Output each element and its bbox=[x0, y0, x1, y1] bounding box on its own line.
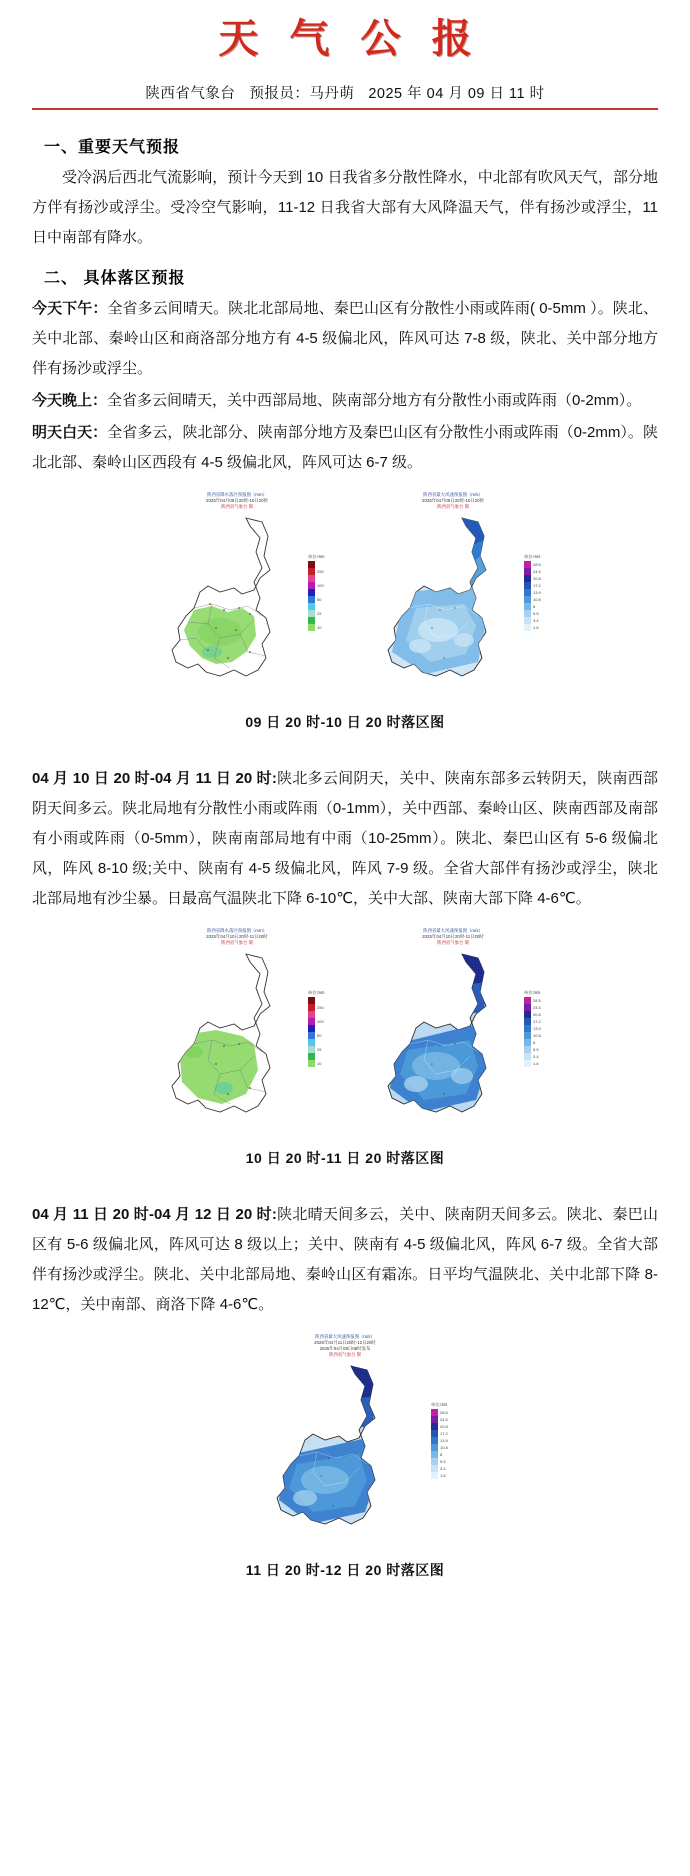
colorbar-label: 8 bbox=[440, 1452, 443, 1457]
colorbar-swatch bbox=[524, 617, 531, 624]
period-10-11-lead: 04 月 10 日 20 时-04 月 11 日 20 时: bbox=[32, 770, 277, 787]
byline bbox=[145, 86, 544, 102]
colorbar-label: 28.5 bbox=[533, 562, 541, 567]
map-row-09-10 bbox=[32, 492, 658, 702]
wind-map-panel-09-10 bbox=[348, 492, 558, 702]
colorbar-swatch bbox=[308, 1046, 315, 1053]
colorbar-label: 20.8 bbox=[533, 1012, 541, 1017]
colorbar-label: 8 bbox=[533, 1040, 536, 1045]
precip-colorbar-labels-09-10 bbox=[315, 561, 324, 631]
colorbar-swatch bbox=[431, 1416, 438, 1423]
map-row-11-12 bbox=[32, 1334, 658, 1550]
colorbar-label: 1.6 bbox=[533, 625, 539, 630]
colorbar-swatch bbox=[308, 610, 315, 617]
forecast-tonight bbox=[32, 386, 658, 416]
shaanxi-wind-map-11-12 bbox=[245, 1360, 445, 1550]
colorbar-label: 50 bbox=[317, 597, 322, 602]
colorbar-label bbox=[317, 603, 324, 610]
colorbar-label: 17.2 bbox=[440, 1431, 448, 1436]
issuer-name: 陕西省气象台 bbox=[145, 86, 236, 102]
colorbar-label: 100 bbox=[317, 1019, 324, 1024]
precip-map-body-09-10 bbox=[132, 512, 342, 702]
period-10-11-paragraph bbox=[32, 764, 658, 914]
colorbar-label: 10 bbox=[317, 1061, 322, 1066]
colorbar-swatch bbox=[308, 1032, 315, 1039]
colorbar-label: 24.5 bbox=[533, 569, 541, 574]
wind-map-issued-11-12: 2025年04月09日08时发布 bbox=[319, 1346, 371, 1351]
colorbar-swatch bbox=[524, 568, 531, 575]
colorbar-label: 24.5 bbox=[440, 1417, 448, 1422]
wind-colorbar-09-10 bbox=[524, 554, 554, 631]
colorbar-label: 17.2 bbox=[533, 1019, 541, 1024]
colorbar-label bbox=[317, 617, 324, 624]
colorbar-swatch bbox=[308, 1018, 315, 1025]
colorbar-swatch bbox=[524, 1004, 531, 1011]
colorbar-label bbox=[317, 589, 324, 596]
colorbar-label: 8 bbox=[533, 604, 536, 609]
colorbar-swatch bbox=[308, 1004, 315, 1011]
wind-map-body-09-10 bbox=[348, 512, 558, 702]
wind-map-title-11-12: 陕西省最大风速预报图（m/s） bbox=[315, 1334, 375, 1339]
precip-map-panel-10-11 bbox=[132, 928, 342, 1138]
map-row-10-11 bbox=[32, 928, 658, 1138]
wind-map-title-09-10: 陕西省最大风速预报图（m/s） bbox=[423, 492, 483, 497]
shaanxi-precip-map-09-10 bbox=[150, 512, 325, 702]
wind-map-header-11-12 bbox=[225, 1334, 465, 1358]
period-11-12-text: 陕北晴天间多云，关中、陕南阴天间多云。陕北、秦巴山区有 5-6 级偏北风，阵风可达 8 级以上；关中、陕南有 4-5 级偏北风，阵风 6-7 级。全省大部伴有扬沙或浮尘。陕北、关中北部局地、秦岭山区有霜冻。日平均气温陕北、关中北部下降 8-12℃，关中南部、商洛下降 4-6℃。 bbox=[32, 1206, 658, 1313]
colorbar-swatch bbox=[524, 1018, 531, 1025]
colorbar-swatch bbox=[308, 589, 315, 596]
colorbar-label: 5.5 bbox=[440, 1459, 446, 1464]
colorbar-swatch bbox=[308, 1025, 315, 1032]
colorbar-label: 100 bbox=[317, 583, 324, 588]
colorbar-swatch bbox=[431, 1451, 438, 1458]
wind-map-period-10-11: 2025年04月10日20时-11日20时 bbox=[422, 934, 484, 939]
colorbar-swatch bbox=[308, 603, 315, 610]
forecaster-label: 预报员：马丹萌 bbox=[249, 86, 355, 102]
precip-colorbar-labels-10-11 bbox=[315, 997, 324, 1067]
wind-map-source-09-10: 陕西省气象台 制 bbox=[437, 504, 469, 509]
colorbar-label: 50 bbox=[317, 1033, 322, 1038]
colorbar-label: 5.5 bbox=[533, 611, 539, 616]
colorbar-swatch bbox=[308, 1053, 315, 1060]
period-11-12-paragraph bbox=[32, 1200, 658, 1320]
colorbar-swatch bbox=[524, 1046, 531, 1053]
colorbar-swatch bbox=[308, 568, 315, 575]
precip-map-period-09-10: 2025年04月09日20时-10日20时 bbox=[206, 498, 268, 503]
colorbar-swatch bbox=[524, 610, 531, 617]
colorbar-label: 3.4 bbox=[533, 1054, 539, 1059]
colorbar-label bbox=[317, 1039, 324, 1046]
precip-map-body-10-11 bbox=[132, 948, 342, 1138]
colorbar-label: 13.9 bbox=[533, 590, 541, 595]
forecast-today-afternoon-text: 全省多云间晴天。陕北北部局地、秦巴山区有分散性小雨或阵雨( 0-5mm ）。陕北、关中北部、秦岭山区和商洛部分地方有 4-5 级偏北风，阵风可达 7-8 级，陕北、关中部分地方伴有扬沙或浮尘。 bbox=[32, 300, 658, 377]
figure-caption-10-11: 10 日 20 时-11 日 20 时落区图 bbox=[245, 1150, 445, 1166]
colorbar-label: 13.9 bbox=[533, 1026, 541, 1031]
colorbar-swatch bbox=[431, 1430, 438, 1437]
colorbar-swatch bbox=[524, 603, 531, 610]
colorbar-label bbox=[317, 1025, 324, 1032]
forecast-tonight-lead: 今天晚上： bbox=[32, 392, 108, 409]
colorbar-label bbox=[317, 1053, 324, 1060]
precip-map-title-09-10: 陕西省降水落区预报图（mm） bbox=[206, 492, 267, 497]
colorbar-swatch bbox=[524, 624, 531, 631]
colorbar-label bbox=[317, 997, 324, 1004]
wind-map-source-11-12: 陕西省气象台 制 bbox=[329, 1352, 361, 1357]
colorbar-label: 3.4 bbox=[440, 1466, 446, 1471]
wind-colorbar-10-11 bbox=[524, 990, 554, 1067]
byline-rule bbox=[32, 82, 658, 110]
wind-map-title-10-11: 陕西省最大风速预报图（m/s） bbox=[423, 928, 483, 933]
colorbar-swatch bbox=[524, 596, 531, 603]
section-heading-1: 一、重要天气预报 bbox=[44, 139, 181, 156]
colorbar-swatch bbox=[524, 582, 531, 589]
wind-map-body-11-12 bbox=[225, 1360, 465, 1550]
colorbar-swatch bbox=[431, 1423, 438, 1430]
colorbar-swatch bbox=[524, 561, 531, 568]
colorbar-swatch bbox=[524, 1032, 531, 1039]
colorbar-swatch bbox=[431, 1465, 438, 1472]
colorbar-label: 250 bbox=[317, 1005, 324, 1010]
precip-colorbar-10-11 bbox=[308, 990, 338, 1067]
period-11-12-lead: 04 月 11 日 20 时-04 月 12 日 20 时: bbox=[32, 1206, 277, 1223]
colorbar-swatch bbox=[308, 624, 315, 631]
masthead bbox=[0, 0, 690, 112]
colorbar-swatch bbox=[431, 1437, 438, 1444]
wind-map-body-10-11 bbox=[348, 948, 558, 1138]
wind-colorbar-11-12 bbox=[431, 1402, 461, 1479]
precip-map-period-10-11: 2025年04月10日20时-11日20时 bbox=[206, 934, 268, 939]
colorbar-label bbox=[317, 1011, 324, 1018]
colorbar-label: 25 bbox=[317, 1047, 322, 1052]
wind-colorbar-swatches-10-11 bbox=[524, 997, 531, 1067]
colorbar-label: 1.6 bbox=[533, 1061, 539, 1066]
colorbar-label: 28.5 bbox=[440, 1410, 448, 1415]
wind-map-panel-11-12 bbox=[225, 1334, 465, 1550]
colorbar-swatch bbox=[308, 617, 315, 624]
section-1-paragraph: 受冷涡后西北气流影响，预计今天到 10 日我省多分散性降水，中北部有吹风天气，部分地方伴有扬沙或浮尘。受冷空气影响，11-12 日我省大部有大风降温天气，伴有扬沙或浮尘，11 日中南部有降水。 bbox=[32, 169, 658, 246]
colorbar-swatch bbox=[524, 1060, 531, 1067]
wind-map-header-10-11 bbox=[348, 928, 558, 946]
colorbar-label: 10.8 bbox=[533, 597, 541, 602]
colorbar-label: 3.4 bbox=[533, 618, 539, 623]
colorbar-swatch bbox=[431, 1472, 438, 1479]
colorbar-swatch bbox=[524, 589, 531, 596]
precip-colorbar-swatches-09-10 bbox=[308, 561, 315, 631]
wind-colorbar-title-11-12: 单位:m/s bbox=[431, 1402, 448, 1407]
colorbar-swatch bbox=[308, 1011, 315, 1018]
forecast-tonight-text: 全省多云间晴天，关中西部局地、陕南部分地方有分散性小雨或阵雨（0-2mm）。 bbox=[107, 392, 642, 409]
wind-colorbar-labels-10-11 bbox=[531, 997, 541, 1067]
colorbar-label: 1.6 bbox=[440, 1473, 446, 1478]
colorbar-swatch bbox=[524, 997, 531, 1004]
colorbar-swatch bbox=[308, 596, 315, 603]
wind-colorbar-title-09-10: 单位:m/s bbox=[524, 554, 541, 559]
wind-colorbar-swatches-09-10 bbox=[524, 561, 531, 631]
colorbar-label: 250 bbox=[317, 569, 324, 574]
document-body bbox=[0, 112, 690, 1580]
precip-map-header-09-10 bbox=[132, 492, 342, 510]
colorbar-label: 10.8 bbox=[533, 1033, 541, 1038]
colorbar-label: 20.8 bbox=[533, 576, 541, 581]
wind-colorbar-labels-11-12 bbox=[438, 1409, 448, 1479]
colorbar-swatch bbox=[308, 575, 315, 582]
shaanxi-wind-map-09-10 bbox=[366, 512, 541, 702]
precip-map-title-10-11: 陕西省降水落区预报图（mm） bbox=[206, 928, 267, 933]
colorbar-label: 5.5 bbox=[533, 1047, 539, 1052]
shaanxi-precip-map-10-11 bbox=[150, 948, 325, 1138]
colorbar-label: 24.5 bbox=[533, 1005, 541, 1010]
colorbar-swatch bbox=[308, 561, 315, 568]
wind-map-period-09-10: 2025年04月09日20时-10日20时 bbox=[422, 498, 484, 503]
forecast-today-afternoon bbox=[32, 294, 658, 384]
colorbar-label: 20.8 bbox=[440, 1424, 448, 1429]
colorbar-swatch bbox=[524, 1011, 531, 1018]
colorbar-swatch bbox=[431, 1409, 438, 1416]
colorbar-label bbox=[317, 561, 324, 568]
precip-colorbar-swatches-10-11 bbox=[308, 997, 315, 1067]
colorbar-label: 17.2 bbox=[533, 583, 541, 588]
colorbar-label: 25 bbox=[317, 611, 322, 616]
figure-11-12 bbox=[32, 1334, 658, 1580]
figure-09-10 bbox=[32, 492, 658, 732]
colorbar-label bbox=[317, 575, 324, 582]
shaanxi-wind-map-10-11 bbox=[366, 948, 541, 1138]
wind-colorbar-swatches-11-12 bbox=[431, 1409, 438, 1479]
figure-10-11 bbox=[32, 928, 658, 1168]
precip-map-header-10-11 bbox=[132, 928, 342, 946]
colorbar-label: 10.8 bbox=[440, 1445, 448, 1450]
precip-colorbar-09-10 bbox=[308, 554, 338, 631]
precip-map-panel-09-10 bbox=[132, 492, 342, 702]
colorbar-swatch bbox=[524, 1025, 531, 1032]
wind-colorbar-title-10-11: 单位:m/s bbox=[524, 990, 541, 995]
precip-map-source-09-10: 陕西省气象台 制 bbox=[221, 504, 253, 509]
colorbar-swatch bbox=[524, 575, 531, 582]
figure-caption-11-12: 11 日 20 时-12 日 20 时落区图 bbox=[245, 1562, 445, 1578]
wind-map-source-10-11: 陕西省气象台 制 bbox=[437, 940, 469, 945]
section-heading-2: 二、 具体落区预报 bbox=[44, 270, 186, 287]
wind-map-header-09-10 bbox=[348, 492, 558, 510]
period-10-11-text: 陕北多云间阴天，关中、陕南东部多云转阴天，陕南西部阴天间多云。陕北局地有分散性小雨或阵雨（0-1mm），关中西部、秦岭山区、陕南西部及南部有小雨或阵雨（0-5mm），陕南南部局地有中雨（10-25mm）。陕北、秦巴山区有 5-6 级偏北风，阵风 8-10 级;关中、陕南有 4-5 级偏北风，阵风 7-9 级。全省大部伴有扬沙或浮尘，陕北北部局地有沙尘暴。日最高气温陕北下降 6-10℃，关中大部、陕南大部下降 4-6℃。 bbox=[32, 770, 658, 907]
colorbar-swatch bbox=[308, 1060, 315, 1067]
forecast-today-afternoon-lead: 今天下午： bbox=[32, 300, 108, 317]
figure-caption-09-10: 09 日 20 时-10 日 20 时落区图 bbox=[245, 714, 445, 730]
forecast-tomorrow-day bbox=[32, 418, 658, 478]
issue-datetime: 2025 年 04 月 09 日 11 时 bbox=[368, 86, 545, 102]
page-title: 天 气 公 报 bbox=[218, 17, 482, 61]
colorbar-swatch bbox=[308, 582, 315, 589]
precip-colorbar-title-09-10: 单位:mm bbox=[308, 554, 325, 559]
colorbar-swatch bbox=[524, 1039, 531, 1046]
forecast-tomorrow-day-text: 全省多云，陕北部分、陕南部分地方及秦巴山区有分散性小雨或阵雨（0-2mm）。陕北北部、秦岭山区西段有 4-5 级偏北风，阵风可达 6-7 级。 bbox=[32, 424, 658, 471]
wind-colorbar-labels-09-10 bbox=[531, 561, 541, 631]
colorbar-swatch bbox=[308, 997, 315, 1004]
colorbar-label: 28.5 bbox=[533, 998, 541, 1003]
colorbar-swatch bbox=[431, 1458, 438, 1465]
forecast-tomorrow-day-lead: 明天白天： bbox=[32, 424, 108, 441]
wind-map-period-11-12: 2025年04月11日20时-12日20时 bbox=[314, 1340, 376, 1345]
colorbar-swatch bbox=[308, 1039, 315, 1046]
precip-map-source-10-11: 陕西省气象台 制 bbox=[221, 940, 253, 945]
colorbar-label: 13.9 bbox=[440, 1438, 448, 1443]
colorbar-label: 10 bbox=[317, 625, 322, 630]
wind-map-panel-10-11 bbox=[348, 928, 558, 1138]
precip-colorbar-title-10-11: 单位:mm bbox=[308, 990, 325, 995]
colorbar-swatch bbox=[524, 1053, 531, 1060]
colorbar-swatch bbox=[431, 1444, 438, 1451]
